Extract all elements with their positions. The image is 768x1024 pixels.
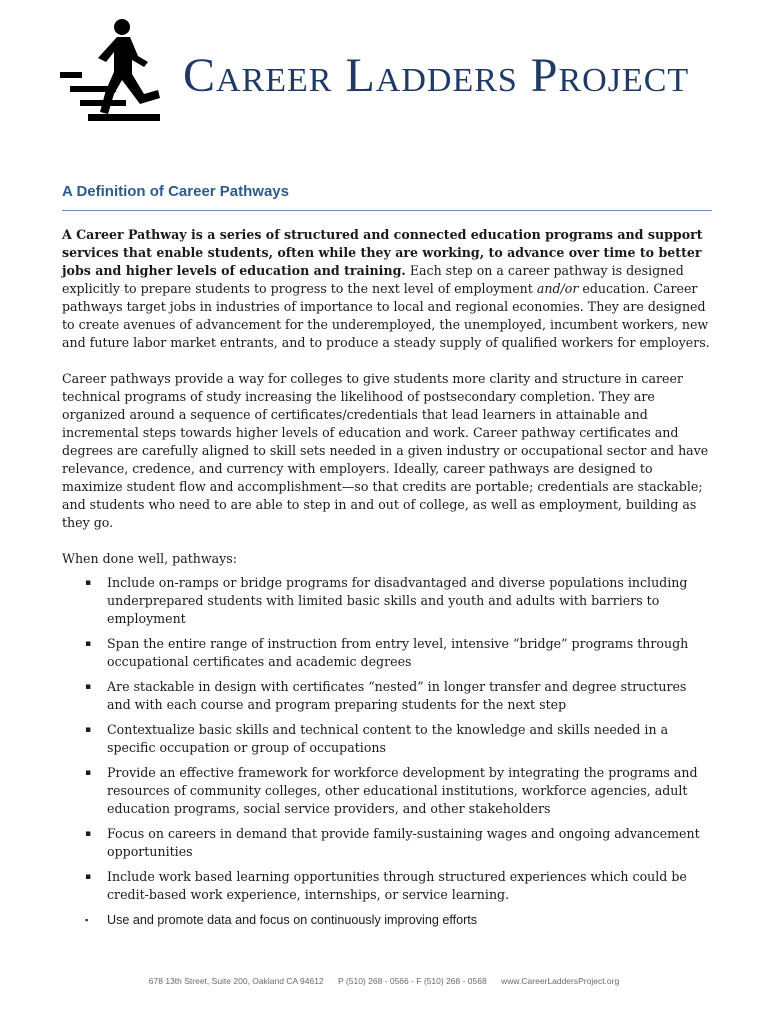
- bullet-icon: ▪: [85, 682, 92, 692]
- list-item-text: Focus on careers in demand that provide family-sustaining wages and ongoing advancement opportunities: [107, 826, 700, 859]
- organization-name: Career Ladders Project: [183, 49, 690, 102]
- list-item: [62, 911, 712, 929]
- footer-phone: P (510) 268 - 0566 - F (510) 268 - 0568: [338, 976, 487, 986]
- list-item: [62, 764, 712, 818]
- bullet-icon: ▪: [85, 872, 92, 882]
- document-body: [62, 226, 712, 936]
- list-item: [62, 574, 712, 628]
- list-item: [62, 721, 712, 757]
- list-item: [62, 635, 712, 671]
- bullet-icon: ▪: [85, 578, 92, 588]
- bullet-icon: ▪: [85, 915, 89, 925]
- definition-bold-text: A Career Pathway is a series of structured and connected education programs and support services that enable students, often while they are working, to advance over time to better jobs and higher levels of education and training.: [62, 227, 703, 278]
- bullet-icon: ▪: [85, 725, 92, 735]
- person-climbing-stairs-icon: [60, 16, 164, 122]
- list-item-text: Span the entire range of instruction from entry level, intensive “bridge” programs through occupational certificates and academic degrees: [107, 636, 689, 669]
- list-item-text: Include on-ramps or bridge programs for disadvantaged and diverse populations including underprepared students with limited basic skills and youth and adults with barriers to employment: [107, 575, 688, 626]
- list-item-text: Are stackable in design with certificates “nested” in longer transfer and degree structures and with each course and program preparing students for the next step: [107, 679, 687, 712]
- list-item-text: Include work based learning opportunities through structured experiences which could be credit-based work experience, internships, or service learning.: [107, 869, 687, 902]
- list-item: [62, 868, 712, 904]
- section-title: A Definition of Career Pathways: [62, 183, 289, 200]
- description-paragraph: Career pathways provide a way for colleges to give students more clarity and structure in career technical programs of study increasing the likelihood of postsecondary completion. They are organized around a sequence of certificates/credentials that lead learners in attainable and incremental steps towards higher levels of education and work. Career pathway certificates and degrees are carefully aligned to skill sets needed in a given industry or occupational sector and have relevance, credence, and currency with employers. Ideally, career pathways are designed to maximize student flow and accomplishment—so that credits are portable; credentials are stackable; and students who need to are able to step in and out of college, as well as employment, building as they go.: [62, 371, 709, 530]
- definition-paragraph: [62, 226, 712, 352]
- list-item: [62, 825, 712, 861]
- pathway-criteria-list: [62, 574, 712, 929]
- list-item-text: Use and promote data and focus on continuously improving efforts: [107, 913, 478, 927]
- footer-contact: [0, 976, 768, 986]
- definition-text-part2: education. Career pathways target jobs in industries of importance to local and regional economies. They are designed to create avenues of advancement for the underemployed, the unemployed, incumbent workers, new and future labor market entrants, and to produce a steady supply of qualified workers for employers.: [62, 281, 710, 350]
- bullet-icon: ▪: [85, 829, 92, 839]
- definition-italic-text: and/or: [536, 281, 579, 296]
- list-intro: When done well, pathways:: [62, 551, 237, 566]
- footer-website-link[interactable]: www.CareerLaddersProject.org: [501, 976, 620, 986]
- list-item-text: Contextualize basic skills and technical content to the knowledge and skills needed in a specific occupation or group of occupations: [107, 722, 669, 755]
- letterhead: [60, 12, 708, 122]
- bullet-icon: ▪: [85, 639, 92, 649]
- title-divider: [62, 210, 712, 211]
- bullet-icon: ▪: [85, 768, 92, 778]
- footer-address: 678 13th Street, Suite 200, Oakland CA 94612: [148, 976, 324, 986]
- list-item-text: Provide an effective framework for workforce development by integrating the programs and resources of community colleges, other educational institutions, workforce agencies, adult education programs, social service providers, and other stakeholders: [107, 765, 698, 816]
- definition-text-part1: Each step on a career pathway is designed explicitly to prepare students to progress to the next level of employment: [62, 263, 684, 296]
- list-item: [62, 678, 712, 714]
